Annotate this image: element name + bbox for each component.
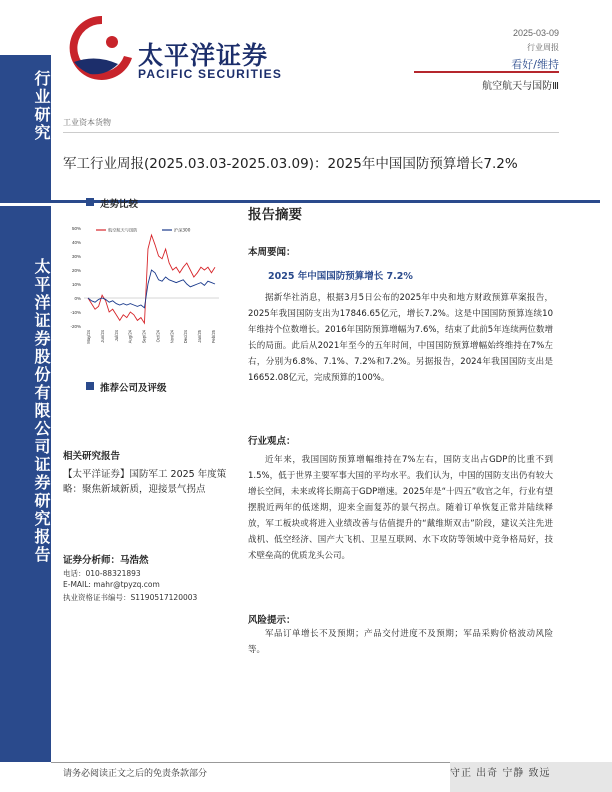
- risk-paragraph: 军品订单增长不及预期；产品交付进度不及预期；军品采购价格波动风险等。: [248, 629, 553, 655]
- x-tick-label: Oct/24: [155, 330, 161, 343]
- report-date: 2025-03-09: [512, 28, 559, 38]
- series-line-1: [88, 270, 215, 308]
- y-tick-label: 20%: [71, 268, 81, 273]
- analyst-phone: 电话：010-88321893: [63, 569, 141, 578]
- y-tick-label: -20%: [70, 324, 81, 329]
- report-type: 行业周报: [527, 43, 559, 52]
- summary-title: 报告摘要: [248, 207, 302, 223]
- x-tick-label: Jun/24: [99, 330, 105, 343]
- view-paragraph: 近年来，我国国防预算增幅维持在7%左右，国防支出占GDP的比重不到1.5%，低于世界主要军事大国的平均水平。我们认为，中国的国防支出仍有较大增长空间，未来或将长期高于GDP增速。2025年是“十四五”收官之年，行业有望摆脱近两年的低迷期，迎来全面复苏的景气拐点。随着订单恢复正常并陆续释放，军工板块或将进入业绩改善与估值提升的“戴维斯双击”阶段，建议关注先进战机、低空经济、国产大飞机、卫星互联网、水下攻防等领域中竞争格局好，技术壁垒高的优质龙头公司。: [248, 455, 553, 561]
- related-reports-title: 相关研究报告: [63, 451, 121, 462]
- legend-label: 航空航天与国防: [108, 227, 138, 233]
- sidebar-bottom-text: 太平洋证券股份有限公司证券研究报告: [32, 258, 51, 564]
- related-report-link[interactable]: 【太平洋证券】国防军工 2025 年度策略：聚焦新域新质，迎接景气拐点: [63, 469, 227, 495]
- footer-disclaimer: 请务必阅读正文之后的免责条款部分: [63, 769, 208, 779]
- sector: 航空航天与国防Ⅲ: [482, 81, 559, 92]
- y-tick-label: 30%: [71, 254, 81, 259]
- sidebar-divider: [0, 203, 51, 206]
- series-line-0: [88, 235, 215, 323]
- trend-section-label: 走势比较: [100, 199, 139, 210]
- x-tick-label: Sep/24: [141, 330, 147, 344]
- trend-chart: [62, 222, 222, 350]
- industry-category: 工业资本货物: [63, 118, 111, 127]
- legend-label: 沪深300: [174, 227, 191, 233]
- view-heading: 行业观点：: [248, 436, 296, 447]
- sidebar-top-text: 行业研究: [32, 70, 51, 142]
- header-red-bar: [414, 71, 559, 73]
- news-paragraph: 据新华社消息，根据3月5日公布的2025年中央和地方财政预算草案报告，2025年我国国防支出为17846.65亿元，增长7.2%。这是中国国防预算连续10年维持个位数增长。2016年国防预算增幅为7.6%，结束了此前5年连续两位数增长的局面。此后从2021年至今的五年时间，中国国防预算增幅始终维持在7%左右，分别为6.8%、7.1%、7.2%和7.2%。另据报告，2024年我国国防支出是16652.08亿元，完成预算的100%。: [248, 293, 553, 383]
- analyst-title: 证券分析师：马浩然: [63, 555, 149, 566]
- x-tick-label: May/24: [86, 330, 91, 344]
- x-tick-label: Jul/24: [113, 330, 119, 342]
- news-title: 2025 年中国国防预算增长 7.2%: [268, 271, 413, 282]
- recommend-section-marker: [86, 382, 94, 390]
- y-tick-label: -10%: [70, 310, 81, 315]
- sidebar: [0, 0, 51, 792]
- x-tick-label: Nov/24: [169, 330, 175, 344]
- category-divider: [63, 132, 559, 133]
- rating: 看好/维持: [511, 58, 559, 71]
- footer-motto: 守正 出奇 宁静 致远: [450, 768, 551, 779]
- x-tick-label: Jan/25: [197, 330, 203, 343]
- logo-english-name: PACIFIC SECURITIES: [138, 67, 283, 81]
- y-tick-label: 10%: [71, 282, 81, 287]
- trend-section-marker: [86, 198, 94, 206]
- x-tick-label: Feb/25: [211, 330, 216, 344]
- pacific-securities-logo-icon: [66, 12, 138, 84]
- x-tick-label: Dec/24: [183, 330, 189, 344]
- recommend-section-label: 推荐公司及评级: [100, 383, 167, 394]
- x-tick-label: Aug/24: [127, 330, 133, 344]
- logo-chinese-name: 太平洋证券: [138, 41, 269, 70]
- news-heading: 本周要闻：: [248, 247, 296, 258]
- y-tick-label: 40%: [71, 240, 81, 245]
- analyst-email[interactable]: E-MAIL: mahr@tpyzq.com: [63, 580, 160, 589]
- risk-heading: 风险提示：: [248, 615, 296, 626]
- report-title: 军工行业周报(2025.03.03-2025.03.09)：2025年中国国防预算增长7.2%: [63, 156, 518, 172]
- y-tick-label: 0%: [74, 296, 81, 301]
- analyst-license: 执业资格证书编号：S1190517120003: [63, 593, 198, 602]
- y-tick-label: 50%: [71, 226, 81, 231]
